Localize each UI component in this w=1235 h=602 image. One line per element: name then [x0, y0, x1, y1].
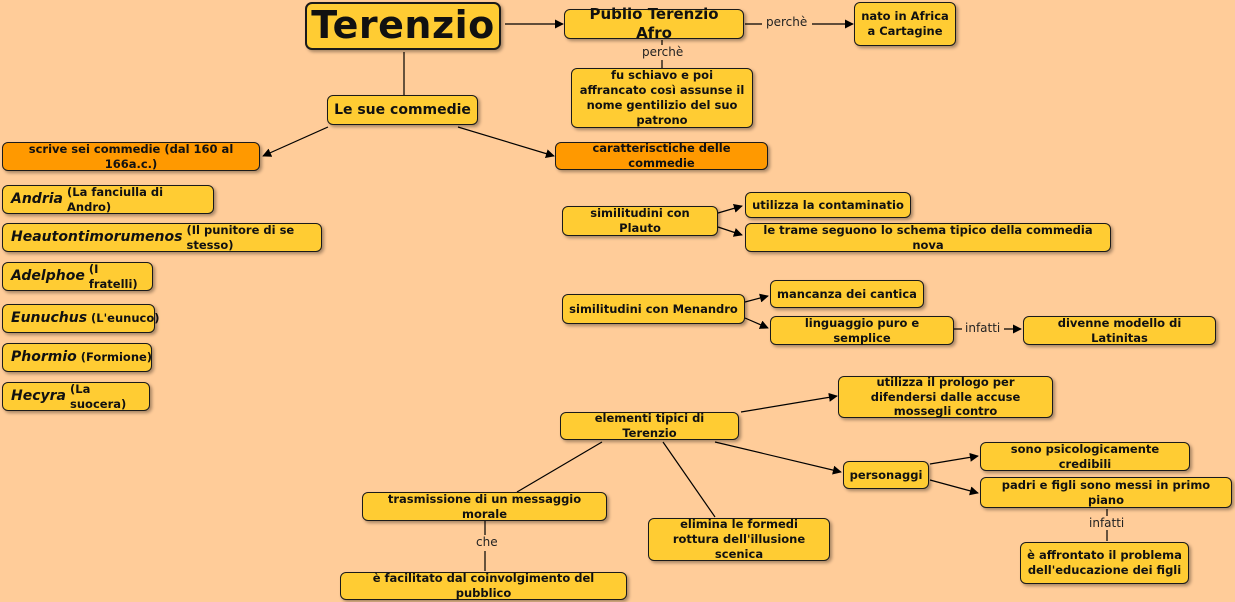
concept-modello-latinitas[interactable]: divenne modello di Latinitas [1023, 316, 1216, 345]
concept-schiavo-affrancato[interactable]: fu schiavo e poi affrancato così assunse il nome gentilizio del suo patrono [571, 68, 753, 128]
comedy-title: Heautontimorumenos [11, 229, 183, 246]
concept-coinvolgimento-pubblico[interactable]: è facilitato dal coinvolgimento del pubblico [340, 572, 627, 600]
link-label-infatti: infatti [965, 321, 1001, 335]
comedy-item[interactable] [2, 304, 160, 333]
concept-sei-commedie[interactable]: scrive sei commedie (dal 160 al 166a.c.) [2, 142, 260, 171]
link-elementi-messaggio [517, 442, 602, 492]
link-personaggi-padri [930, 480, 978, 493]
concept-linguaggio-puro[interactable]: linguaggio puro e semplice [770, 316, 954, 345]
concept-psicologicamente-credibili[interactable]: sono psicologicamente credibili [980, 442, 1190, 471]
concept-schema-commedia-nova[interactable]: le trame seguono lo schema tipico della commedia nova [745, 223, 1111, 252]
comedy-title: Eunuchus [11, 310, 88, 327]
link-elementi-formedi [663, 442, 715, 517]
comedy-title: Hecyra [11, 388, 66, 405]
comedy-item[interactable] [2, 343, 152, 372]
link-elementi-prologo [741, 396, 837, 412]
concept-educazione-figli[interactable]: è affrontato il problema dell'educazione dei figli [1020, 542, 1189, 584]
comedy-item[interactable] [2, 185, 214, 214]
concept-contaminatio[interactable]: utilizza la contaminatio [745, 192, 911, 218]
concept-terenzio[interactable]: Terenzio [305, 2, 501, 50]
comedy-subtitle: (L'eunuco) [91, 311, 160, 326]
link-label-perche: perchè [766, 15, 808, 29]
concept-illusione-scenica[interactable]: elimina le formedi rottura dell'illusione scenica [648, 518, 830, 561]
comedy-item[interactable] [2, 262, 153, 291]
comedy-subtitle: (I fratelli) [88, 261, 138, 291]
link-plauto-trame [718, 227, 742, 235]
link-elementi-personaggi [715, 442, 841, 472]
concept-mancanza-cantica[interactable]: mancanza dei cantica [770, 280, 924, 308]
link-commedie-sei [263, 127, 328, 156]
link-plauto-contam [718, 206, 742, 213]
concept-prologo[interactable]: utilizza il prologo per difendersi dalle accuse mossegli contro [838, 376, 1053, 418]
comedy-subtitle: (Il punitore di se stesso) [186, 222, 295, 252]
comedy-item[interactable] [2, 223, 322, 252]
link-label-perche: perchè [642, 45, 684, 59]
link-menandro-cantica [745, 296, 768, 302]
concept-similitudini-menandro[interactable]: similitudini con Menandro [562, 294, 745, 324]
comedy-subtitle: (La suocera) [70, 381, 127, 411]
comedy-title: Andria [11, 191, 63, 208]
concept-personaggi[interactable]: personaggi [843, 461, 929, 489]
concept-caratteristiche[interactable]: caratterisctiche delle commedie [555, 142, 768, 170]
link-label-infatti: infatti [1089, 516, 1125, 530]
link-personaggi-credibili [930, 456, 978, 464]
link-menandro-linguaggio [745, 318, 768, 328]
concept-padri-e-figli[interactable]: padri e figli sono messi in primo piano [980, 477, 1232, 508]
comedy-title: Adelphoe [11, 268, 85, 285]
concept-similitudini-plauto[interactable]: similitudini con Plauto [562, 206, 718, 236]
comedy-subtitle: (Formione) [80, 350, 153, 365]
comedy-title: Phormio [11, 349, 77, 366]
concept-messaggio-morale[interactable]: trasmissione di un messaggio morale [362, 492, 607, 521]
comedy-subtitle: (La fanciulla di Andro) [67, 184, 164, 214]
concept-publio-terenzio-afro[interactable]: Publio Terenzio Afro [564, 9, 744, 39]
link-commedie-caratt [458, 127, 554, 156]
concept-nato-in-africa[interactable]: nato in Africa a Cartagine [854, 2, 956, 46]
comedy-item[interactable] [2, 382, 150, 411]
concept-le-sue-commedie[interactable]: Le sue commedie [327, 95, 478, 125]
concept-elementi-tipici[interactable]: elementi tipici di Terenzio [560, 412, 739, 440]
link-label-che: che [476, 535, 498, 549]
